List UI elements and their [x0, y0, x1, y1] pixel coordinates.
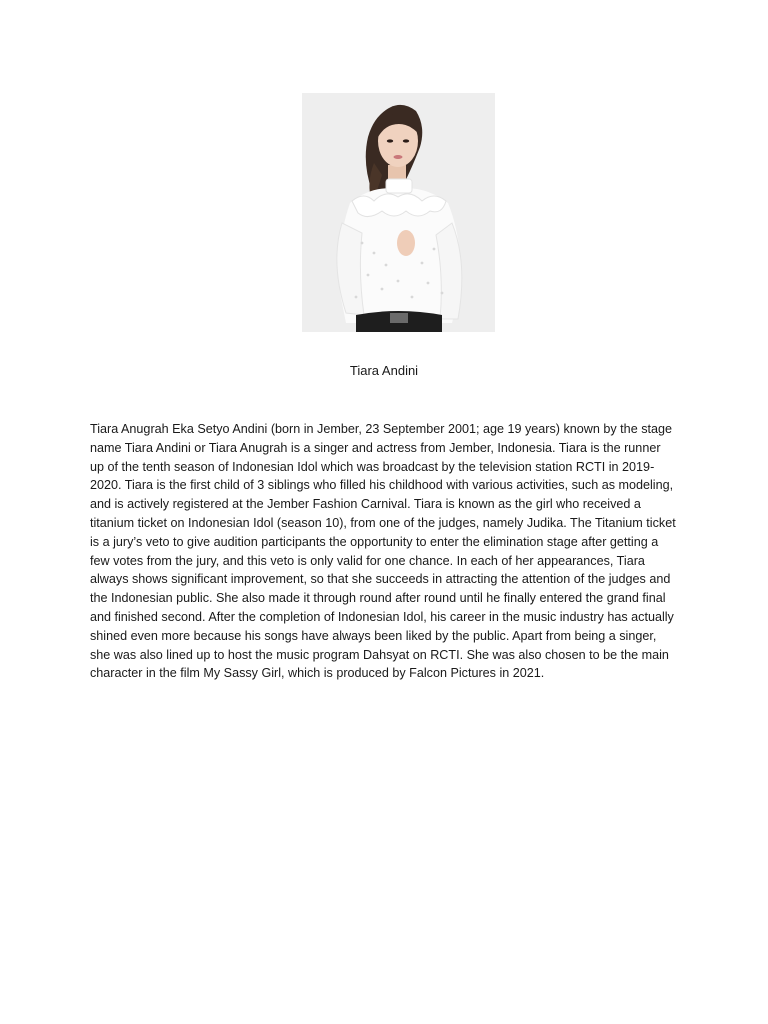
biography-paragraph: Tiara Anugrah Eka Setyo Andini (born in Jember, 23 September 2001; age 19 years) known by the stage name Tiara Andini or Tiara Anugrah is a singer and actress from Jember, Indonesia. Tiara is the runner up of the tenth season of Indonesian Idol which was broadcast by the television station RCTI in 2019-2020. Tiara is the first child of 3 siblings who filled his childhood with various activities, such as modeling, and is actively registered at the Jember Fashion Carnival. Tiara is known as the girl who received a titanium ticket on Indonesian Idol (season 10), from one of the judges, namely Judika. The Titanium ticket is a jury’s veto to give audition participants the opportunity to enter the elimination stage after getting a few votes from the jury, and this veto is only valid for one chance. In each of her appearances, Tiara always shows significant improvement, so that she succeeds in attracting the attention of the judges and the Indonesian public. She also made it through round after round until he finally entered the grand final and finished second. After the completion of Indonesian Idol, his career in the music industry has actually shined even more because his songs have always been liked by the public. Apart from being a singer, she was also lined up to host the music program Dahsyat on RCTI. She was also chosen to be the main character in the film My Sassy Girl, which is produced by Falcon Pictures in 2021. — [90, 422, 676, 681]
portrait-photo — [302, 93, 495, 332]
photo-caption: Tiara Andini — [349, 363, 419, 378]
